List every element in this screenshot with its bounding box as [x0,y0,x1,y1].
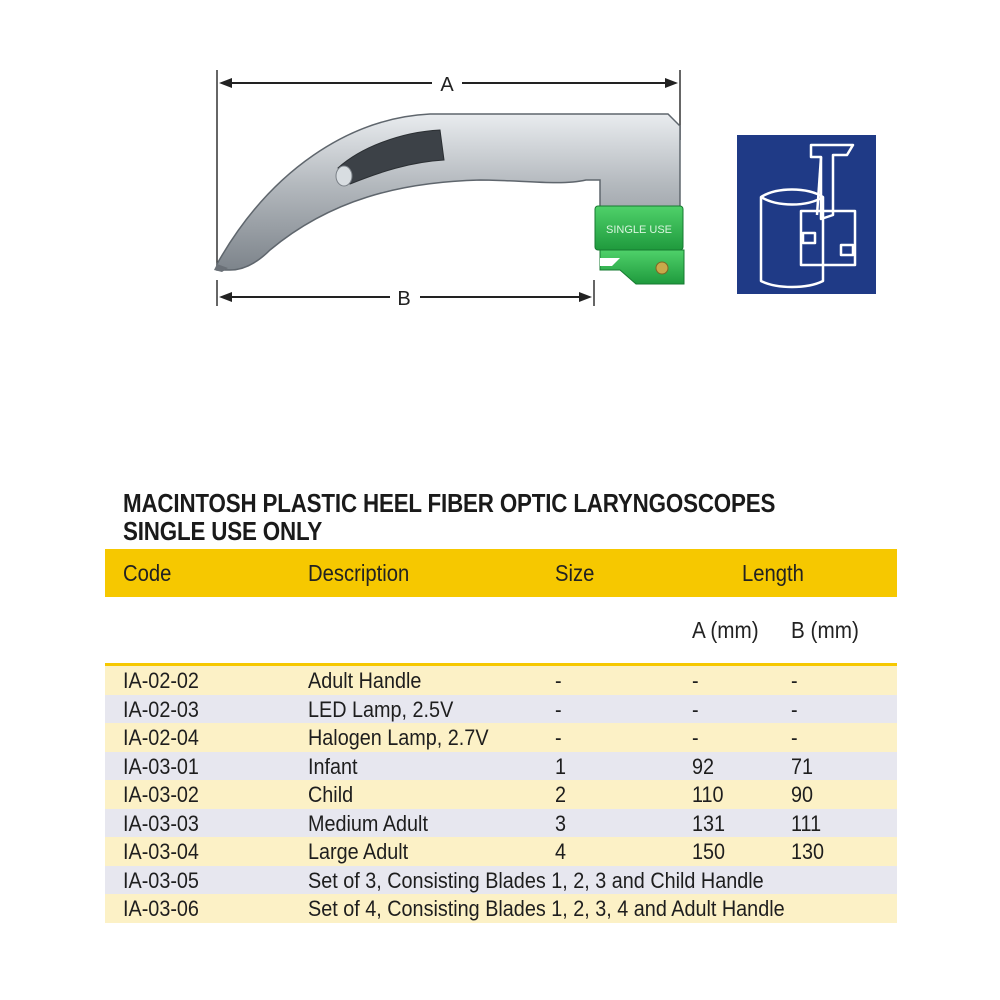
header-size: Size [555,560,595,586]
single-use-badge [595,206,684,284]
product-title [123,489,883,545]
header-b-mm: B (mm) [791,617,859,643]
cell-length-a: - [692,725,699,750]
cell-length-b: 130 [791,839,825,864]
cell-size: - [555,725,562,750]
cell-length-a: 150 [692,839,726,864]
header-a-mm: A (mm) [692,617,759,643]
cell-code: IA-03-03 [123,810,199,836]
cell-length-b: 111 [791,810,822,836]
cell-code: IA-02-02 [123,668,199,693]
table-row [105,837,897,866]
cell-length-a: 92 [692,753,715,779]
cell-description: Halogen Lamp, 2.7V [308,725,489,750]
cell-code: IA-03-02 [123,782,199,807]
table-row [105,695,897,724]
cell-code: IA-03-06 [123,896,199,921]
cell-size: - [555,696,562,722]
cell-size: 2 [555,782,567,807]
cell-code: IA-03-01 [123,753,199,779]
cell-length-b: - [791,725,798,750]
title-line-2: SINGLE USE ONLY [123,516,323,546]
cell-length-b: - [791,668,798,693]
table-row [105,723,897,752]
cell-length-a: - [692,696,699,722]
cell-size: 1 [555,753,567,779]
cell-length-a: 131 [692,810,726,836]
table-row [105,866,897,895]
header-length: Length [742,560,804,586]
cell-code: IA-02-04 [123,725,199,750]
table-row [105,780,897,809]
header-description: Description [308,560,410,586]
cell-description: Adult Handle [308,668,422,693]
table-row [105,752,897,781]
dimension-b-label: B [397,288,411,310]
table-subheader [105,597,897,666]
cell-size: 3 [555,810,567,836]
cell-length-b: - [791,696,798,722]
table-row [105,894,897,923]
table-header [105,549,897,597]
title-line-1: MACINTOSH PLASTIC HEEL FIBER OPTIC LARYNGOSCOPES [123,488,776,518]
handle-connection-icon [737,135,876,294]
table-row [105,809,897,838]
cell-description: Infant [308,753,358,779]
cell-length-a: 110 [692,782,724,807]
dimension-a-label: A [440,74,454,96]
cell-length-b: 71 [791,753,814,779]
cell-code: IA-03-04 [123,839,199,864]
cell-description: Set of 3, Consisting Blades 1, 2, 3 and Child Handle [308,867,764,893]
badge-text: SINGLE USE [605,224,673,236]
cell-description: Large Adult [308,839,409,864]
cell-length-b: 90 [791,782,814,807]
cell-description: Set of 4, Consisting Blades 1, 2, 3, 4 and Adult Handle [308,896,785,921]
cell-size: - [555,668,562,693]
table-row [105,666,897,695]
spec-table [105,549,897,923]
cell-description: Medium Adult [308,810,428,836]
product-figure [0,0,1000,360]
cell-size: 4 [555,839,567,864]
cell-length-a: - [692,668,699,693]
dimension-b [217,280,594,310]
cell-code: IA-02-03 [123,696,199,722]
cell-code: IA-03-05 [123,867,199,893]
header-code: Code [123,560,172,586]
cell-description: LED Lamp, 2.5V [308,696,454,722]
cell-description: Child [308,782,354,807]
